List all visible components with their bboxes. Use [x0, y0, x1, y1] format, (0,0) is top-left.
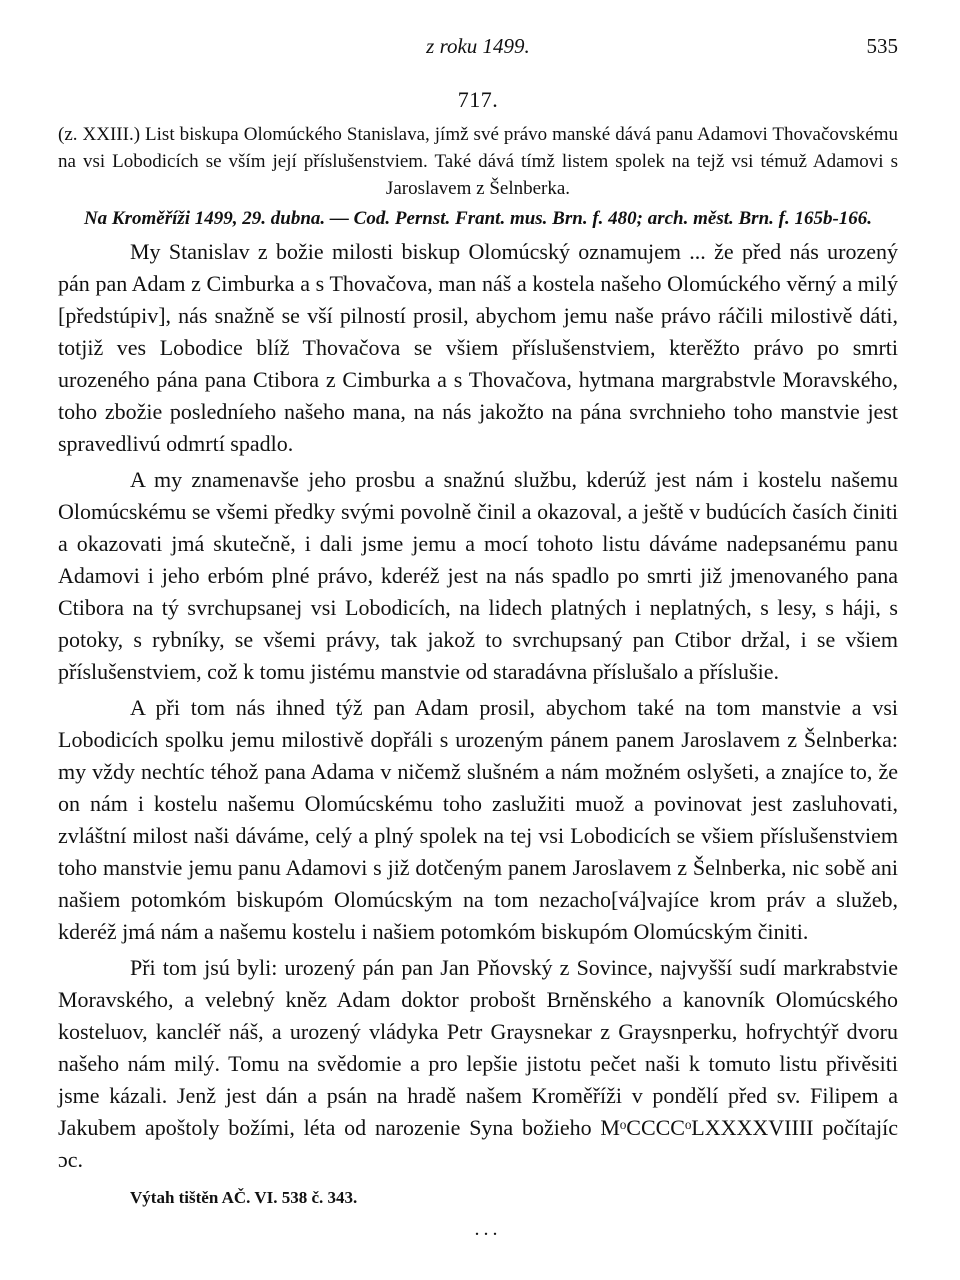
document-body: [58, 236, 898, 1176]
page-number: 535: [866, 34, 898, 58]
running-title: z roku 1499.: [426, 34, 530, 58]
document-number: 717.: [457, 87, 499, 112]
body-paragraph: My Stanislav z božie milosti biskup Olomúcský oznamujem ... že před nás urozený pán pan Adam z Cimburka a s Thovačova, man náš a kostela našeho Olomúckého věrný a milý [předstúpiv], nás snažně se vší pilností prosil, abychom jemu naše právo ráčili milostivě dáti, totjiž ves Lobodice blíž Thovačova se všiem příslušenstviem, kterěžto právo po smrti urozeného pána pana Ctibora z Cimburka a s Thovačova, hytmana margrabstvle Moravského, toho zbožie posledníeho našeho mana, na nás jakožto na pána svrchnieho toho manstvie jest spravedlivú odmrtí spadlo.: [58, 239, 898, 456]
source-citation: Na Kroměříži 1499, 29. dubna. — Cod. Pernst. Frant. mus. Brn. f. 480; arch. měst. Brn. f. 165b-166.: [83, 208, 873, 229]
body-paragraph: A my znamenavše jeho prosbu a snažnú službu, kderúž jest nám i kostelu našemu Olomúcskému se všemi předky svými povolně činil a okazoval, a ještě v budúcích časích činiti a okazovati jmá skutečně, i dali jsme jemu a mocí tohoto listu dáváme nadepsanému panu Adamovi i jeho erbóm plné právo, kderéž jest na nás spadlo po smrti již jmenovaného pana Ctibora na tý svrchupsanej vsi Lobodicích, na lidech platných i neplatných, s lesy, s háji, s potoky, s rybníky, se všemi právy, tak jakož to svrchupsaný pan Ctibor držal, i se všiem příslušenstviem, což k tomu jistému manstvie od staradávna příslušalo a příslušie.: [58, 467, 898, 684]
body-paragraph: A při tom nás ihned týž pan Adam prosil, abychom také na tom manstvie a vsi Lobodicích spolku jemu milostivě dopřáli s urozeným pánem panem Jaroslavem z Šelnberka: my vždy nechtíc téhož pana Adama v ničemž slušném a nám možném oslyšeti, a znajíce to, že on nám i kostelu našemu Olomúcskému toho zaslužiti muož a povinovat jest zasluhovati, zvláštní milost naši dáváme, celý a plný spolek na tej vsi Lobodicích se všiem příslušenstviem toho manstvie jemu panu Adamovi s již dotčeným panem Jaroslavem z Šelnberka, nic sobě ani našiem potomkóm biskupóm Olomúcským na tom nezacho[vá]vajíce krom práv a služeb, kderéž jmá nám a našemu kostelu i našiem potomkóm biskupóm Olomúcským činiti.: [58, 695, 898, 944]
document-page: [58, 34, 898, 1254]
body-paragraph: Při tom jsú byli: urozený pán pan Jan Pňovský z Sovince, najvyšší sudí markrabstvie Moravského, a velebný kněz Adam doktor probošt Brněnského a kanovník Olomúcského kosteluov, kancléř náš, a urozený vládyka Petr Graysnekar z Graysnperku, hofrychtýř dvoru našeho nám milý. Tomu na svědomie a pro lepšie jistotu pečet naši k tomuto listu přivěsiti jsme kázali. Jenž jest dán a psán na hradě našem Kroměříži v pondělí před sv. Filipem a Jakubem apoštoly božími, léta od narozenie Syna božieho MᵒCCCCᵒLXXXXVIIII počítajíc ɔc.: [58, 955, 898, 1172]
regest-summary: (z. XXIII.) List biskupa Olomúckého Stanislava, jímž své právo manské dává panu Adamovi Thovačovskému na vsi Lobodicích se vším její příslušenstviem. Také dává tímž listem spolek na tejž vsi témuž Adamovi s Jaroslavem z Šelnberka.: [58, 124, 898, 199]
section-ellipsis: ...: [474, 1218, 502, 1240]
edition-note: Výtah tištěn AČ. VI. 538 č. 343.: [130, 1188, 358, 1207]
running-head: [58, 34, 898, 66]
